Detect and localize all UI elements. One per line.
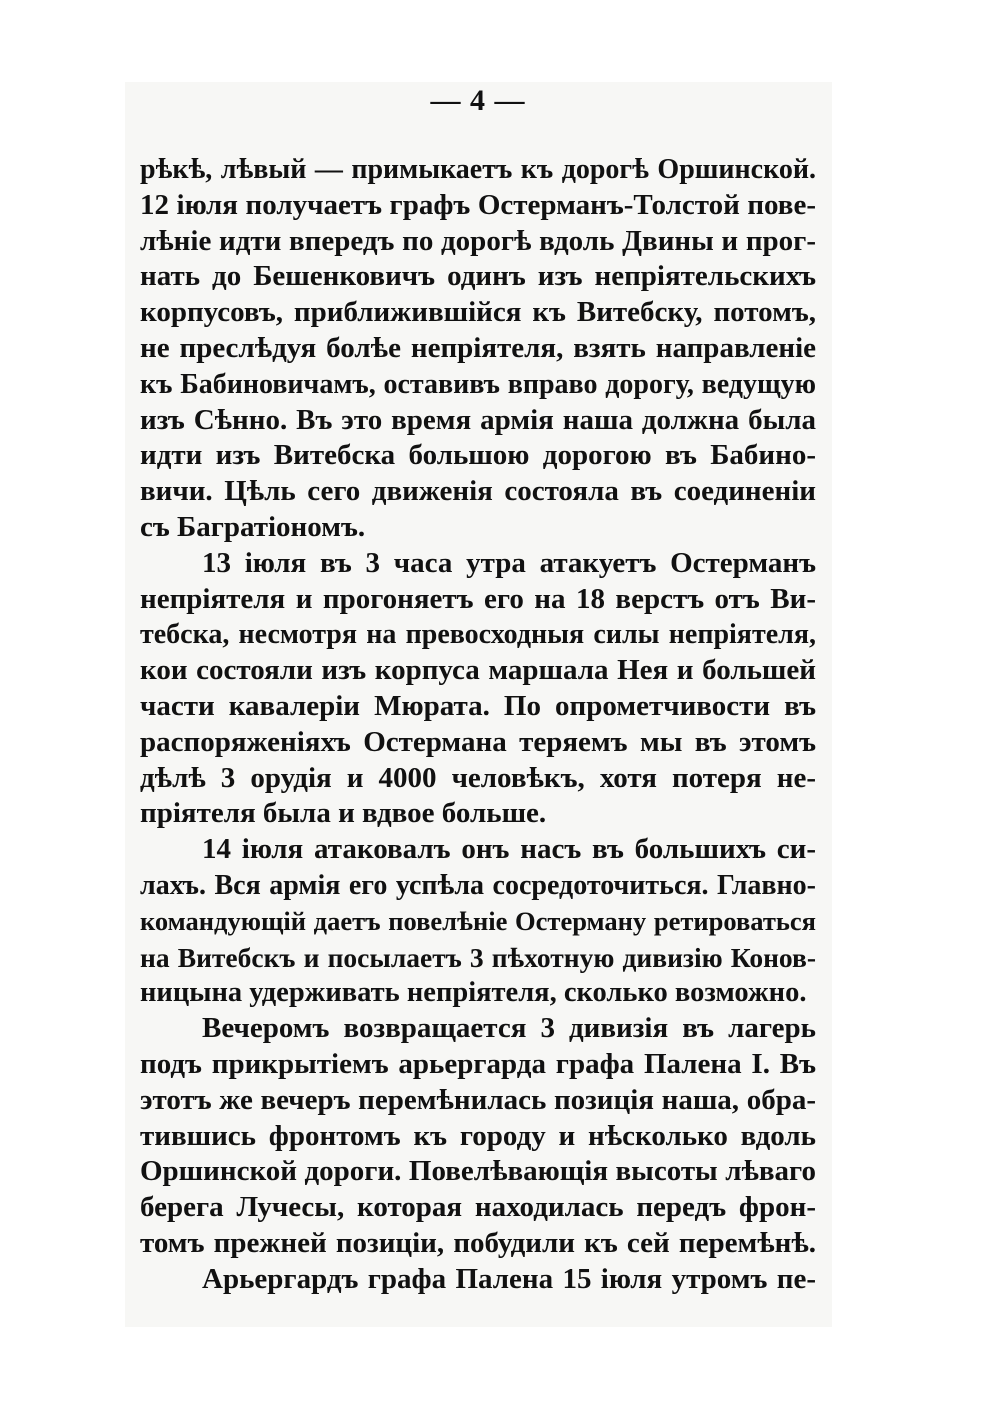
text-line: лѣніе идти впередъ по дорогѣ вдоль Двины и прог- [140, 224, 816, 257]
text-line: рѣкѣ, лѣвый — примыкаетъ къ дорогѣ Оршинской. [140, 154, 816, 185]
text-line: командующій даетъ повелѣніе Остерману ретироваться [140, 905, 816, 936]
text-line: томъ прежней позиціи, побудили къ сей перемѣнѣ. [140, 1226, 816, 1259]
text-line: вичи. Цѣль сего движенія состояла въ соединеніи [140, 475, 816, 508]
text-line: непріятеля и прогоняетъ его на 18 верстъ отъ Ви- [140, 582, 816, 615]
text-line: дѣлѣ 3 орудія и 4000 человѣкъ, хотя потеря не- [140, 761, 816, 794]
text-line: на Витебскъ и посылаетъ 3 пѣхотную дивизію Конов- [140, 941, 816, 973]
text-line: 13 іюля въ 3 часа утра атакуетъ Остерманъ [202, 546, 816, 579]
text-line: 12 іюля получаетъ графъ Остерманъ-Толстой пове- [140, 188, 816, 221]
text-line: съ Багратіономъ. [140, 510, 366, 543]
text-line: подъ прикрытіемъ арьергарда графа Палена I. Въ [140, 1047, 816, 1080]
text-line: нать до Бешенковичъ одинъ изъ непріятельскихъ [140, 260, 816, 293]
text-line: не преслѣдуя болѣе непріятеля, взять направленіе [140, 331, 816, 364]
text-line: кои состояли изъ корпуса маршала Нея и большей [140, 654, 816, 687]
text-line: пріятеля была и вдвое больше. [140, 797, 547, 830]
text-line: изъ Сѣнно. Въ это время армія наша должна была [140, 403, 816, 436]
text-line: тебска, несмотря на превосходныя силы непріятеля, [140, 619, 816, 651]
text-line: Оршинской дороги. Повелѣвающія высоты лѣваго [140, 1155, 816, 1188]
text-line: къ Бабиновичамъ, оставивъ вправо дорогу, ведущую [140, 368, 816, 400]
page-number: — 4 — [430, 84, 526, 117]
text-line: лахъ. Вся армія его успѣла сосредоточиться. Главно- [140, 869, 816, 901]
text-line: распоряженіяхъ Остермана теряемъ мы въ этомъ [140, 725, 816, 758]
text-line: Арьергардъ графа Палена 15 іюля утромъ пе- [202, 1262, 816, 1295]
text-line: Вечеромъ возвращается 3 дивизія въ лагерь [202, 1012, 816, 1045]
body-text [140, 152, 816, 1298]
text-line: ницына удерживать непріятеля, сколько возможно. [140, 977, 807, 1009]
text-line: берега Лучесы, которая находилась передъ фрон- [140, 1191, 816, 1224]
text-line: 14 іюля атаковалъ онъ насъ въ большихъ си- [202, 833, 816, 866]
text-line: корпусовъ, приближившійся къ Витебску, потомъ, [140, 296, 816, 329]
text-line: этотъ же вечеръ перемѣнилась позиція наша, обра- [140, 1083, 816, 1116]
text-line: идти изъ Витебска большою дорогою въ Бабино- [140, 439, 816, 472]
text-line: части кавалеріи Мюрата. По опрометчивости въ [140, 689, 816, 722]
text-line: тившись фронтомъ къ городу и нѣсколько вдоль [140, 1119, 816, 1152]
